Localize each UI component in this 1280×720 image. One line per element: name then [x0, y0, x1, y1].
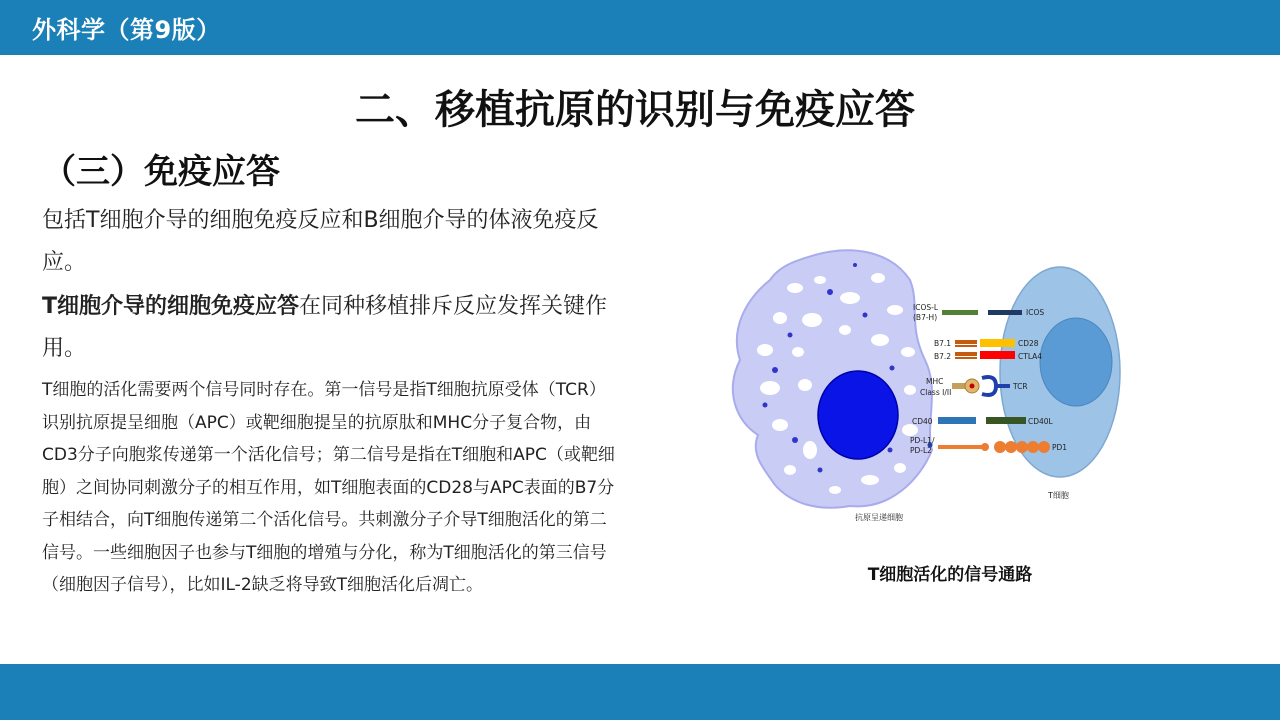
- label-b71: B7.1: [934, 339, 952, 348]
- cd40-bar: [938, 417, 976, 424]
- label-b72: B7.2: [934, 352, 952, 361]
- icos-bar: [988, 310, 1022, 315]
- label-pdl-1: PD-L1/: [910, 436, 935, 445]
- label-pdl-2: PD-L2: [910, 446, 932, 455]
- section-title: （三）免疫应答: [42, 152, 280, 192]
- cd28-bar: [980, 339, 1015, 347]
- label-cd40l: CD40L: [1028, 417, 1053, 426]
- label-cd28: CD28: [1018, 339, 1039, 348]
- intro-paragraph: 包括T细胞介导的细胞免疫反应和B细胞介导的体液免疫反应。: [42, 208, 599, 275]
- tcr-shape: [982, 377, 996, 395]
- activation-detail-text: T细胞的活化需要两个信号同时存在。第一信号是指T细胞抗原受体（TCR）识别抗原提呈细胞（APC）或靶细胞提呈的抗原肽和MHC分子复合物，由CD3分子向胞浆传递第一个活化信号；第二信号是指在T细胞和APC（或靶细胞）之间协同刺激分子的相互作用，如T细胞表面的CD28与APC表面的B7分子相结合，向T细胞传递第二个活化信号。共刺激分子介导T细胞活化的第二信号。一些细胞因子也参与T细胞的增殖与分化，称为T细胞活化的第三信号（细胞因子信号），比如IL-2缺乏将导致T细胞活化后凋亡。: [42, 380, 615, 595]
- ctla4-bar: [980, 351, 1015, 359]
- tcell-nucleus: [1040, 318, 1112, 406]
- apc-label: 抗原呈递细胞: [855, 513, 903, 522]
- pd1-chain: [994, 441, 1050, 453]
- tcell-paragraph-bold: T细胞介导的细胞免疫应答: [42, 294, 300, 319]
- label-pd1: PD1: [1052, 443, 1068, 452]
- footer-bar: [0, 664, 1280, 720]
- label-icosl-1: ICOS-L: [913, 303, 938, 312]
- slide-title: [0, 78, 1280, 135]
- label-cd40: CD40: [912, 417, 933, 426]
- cd40l-bar: [986, 417, 1026, 424]
- slide-title-text: 二、移植抗原的识别与免疫应答: [355, 87, 915, 133]
- b72-bar-2: [955, 357, 977, 359]
- b72-bar: [955, 352, 977, 356]
- b71-bar: [955, 340, 977, 344]
- signal-pathway-diagram: [720, 240, 1150, 530]
- book-title: 外科学（第9版）: [32, 16, 221, 44]
- label-ctla4: CTLA4: [1018, 352, 1043, 361]
- b71-bar-2: [955, 345, 977, 347]
- figure-caption: T细胞活化的信号通路: [867, 565, 1033, 585]
- header-bar: [0, 0, 1280, 55]
- pdl-head: [981, 443, 989, 451]
- label-icosl-2: (B7-H): [913, 313, 938, 322]
- label-mhc-1: MHC: [926, 377, 944, 386]
- tcell-paragraph-rest: 在同种移植排斥反应发挥关键作用。: [42, 294, 608, 361]
- antigen-peptide: [970, 384, 975, 389]
- label-tcr: TCR: [1013, 382, 1028, 391]
- label-mhc-2: Class I/II: [920, 388, 952, 397]
- tcr-stem: [996, 384, 1010, 388]
- apc-nucleus: [818, 371, 898, 459]
- tcell-paragraph: [42, 286, 617, 370]
- icosl-bar: [942, 310, 978, 315]
- signal-pathway-figure: [720, 240, 1150, 530]
- tcell-label: T细胞: [1048, 491, 1069, 500]
- label-icos: ICOS: [1026, 308, 1045, 317]
- pdl-bar: [938, 445, 983, 449]
